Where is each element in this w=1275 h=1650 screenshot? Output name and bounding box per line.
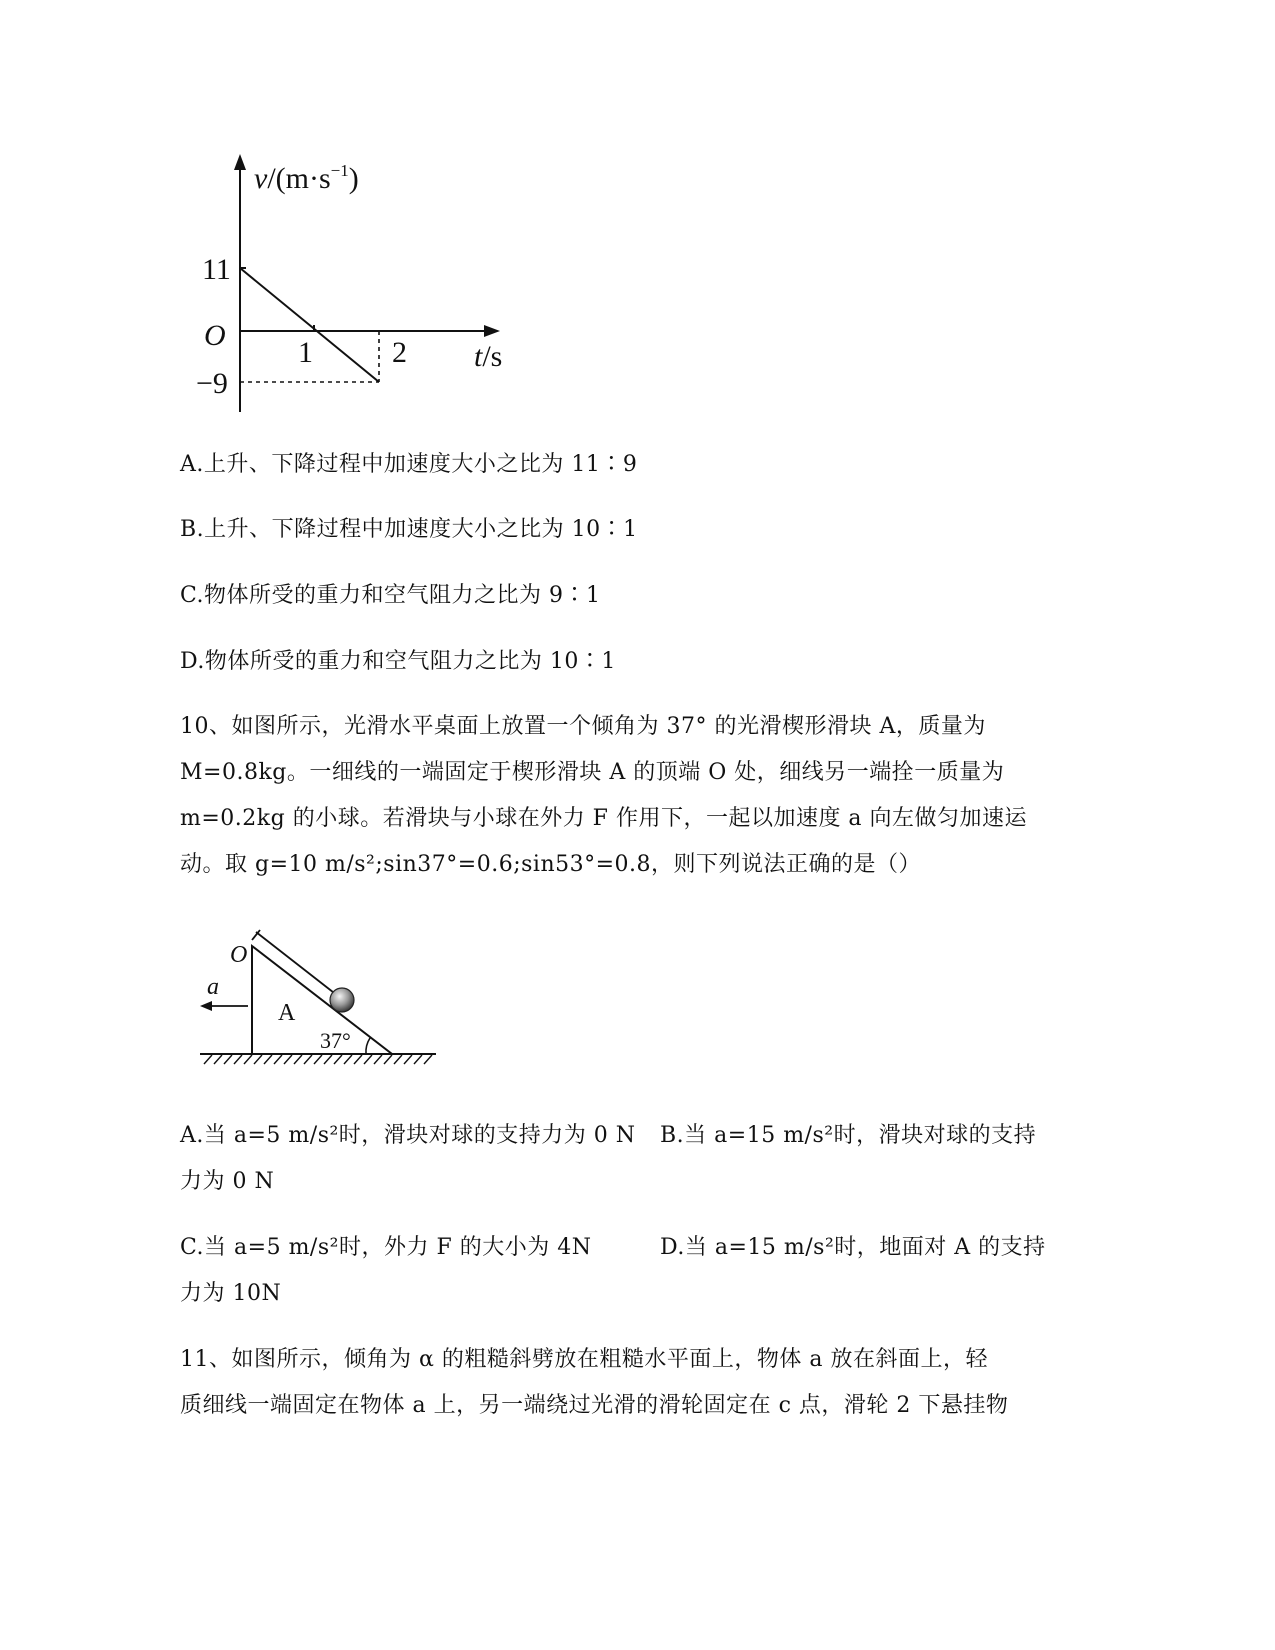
q9-option-b: B.上升、下降过程中加速度大小之比为 10∶1 bbox=[180, 517, 638, 542]
ball bbox=[330, 988, 354, 1012]
q11-text-line-1: 11、如图所示，倾角为 α 的粗糙斜劈放在粗糙水平面上，物体 a 放在斜面上，轻 bbox=[180, 1347, 988, 1372]
wedge-figure bbox=[190, 920, 450, 1070]
ground-hatching bbox=[204, 1055, 432, 1064]
q10-text-line-3: m=0.2kg 的小球。若滑块与小球在外力 F 作用下，一起以加速度 a 向左做匀加速运 bbox=[180, 806, 1028, 831]
v-axis-label: $v/(m\cdot s^{-1})$ bbox=[254, 161, 359, 195]
q10-option-d-line-1: D.当 a=15 m/s²时，地面对 A 的支持 bbox=[660, 1235, 1046, 1260]
tick-label-1: 1 bbox=[298, 336, 313, 369]
tick-label-2: 2 bbox=[392, 336, 407, 369]
q11-text-line-2: 质细线一端固定在物体 a 上，另一端绕过光滑的滑轮固定在 c 点，滑轮 2 下悬挂物 bbox=[180, 1393, 1009, 1418]
q10-option-b-line-1: B.当 a=15 m/s²时，滑块对球的支持 bbox=[660, 1123, 1037, 1148]
wedge-label-a: a bbox=[207, 974, 219, 1000]
acceleration-arrowhead bbox=[200, 1001, 212, 1011]
wedge-label-o: O bbox=[230, 942, 248, 968]
q10-text-line-1: 10、如图所示，光滑水平桌面上放置一个倾角为 37° 的光滑楔形滑块 A，质量为 bbox=[180, 714, 986, 739]
tick-label-neg9: −9 bbox=[196, 367, 228, 400]
t-axis-label: t/s bbox=[474, 340, 503, 373]
wedge-label-block: A bbox=[278, 1000, 296, 1026]
v-axis-arrow bbox=[234, 154, 246, 170]
origin-label: O bbox=[204, 319, 226, 352]
q10-option-c: C.当 a=5 m/s²时，外力 F 的大小为 4N bbox=[180, 1235, 592, 1260]
q9-option-c: C.物体所受的重力和空气阻力之比为 9∶1 bbox=[180, 583, 601, 608]
q10-text-line-2: M=0.8kg。一细线的一端固定于楔形滑块 A 的顶端 O 处，细线另一端拴一质量为 bbox=[180, 760, 1005, 785]
q10-text-line-4: 动。取 g=10 m/s²;sin37°=0.6;sin53°=0.8，则下列说法正确的是（） bbox=[180, 852, 922, 877]
q9-option-d: D.物体所受的重力和空气阻力之比为 10∶1 bbox=[180, 649, 616, 674]
q9-option-a: A.上升、下降过程中加速度大小之比为 11∶9 bbox=[180, 452, 638, 477]
wedge-label-angle: 37° bbox=[320, 1028, 351, 1053]
tick-label-11: 11 bbox=[202, 253, 231, 286]
q10-option-d-line-2: 力为 10N bbox=[180, 1281, 282, 1306]
q10-option-a: A.当 a=5 m/s²时，滑块对球的支持力为 0 N bbox=[180, 1123, 636, 1148]
q10-option-b-line-2: 力为 0 N bbox=[180, 1169, 275, 1194]
t-axis-arrow bbox=[484, 325, 500, 337]
velocity-time-graph bbox=[190, 150, 530, 420]
